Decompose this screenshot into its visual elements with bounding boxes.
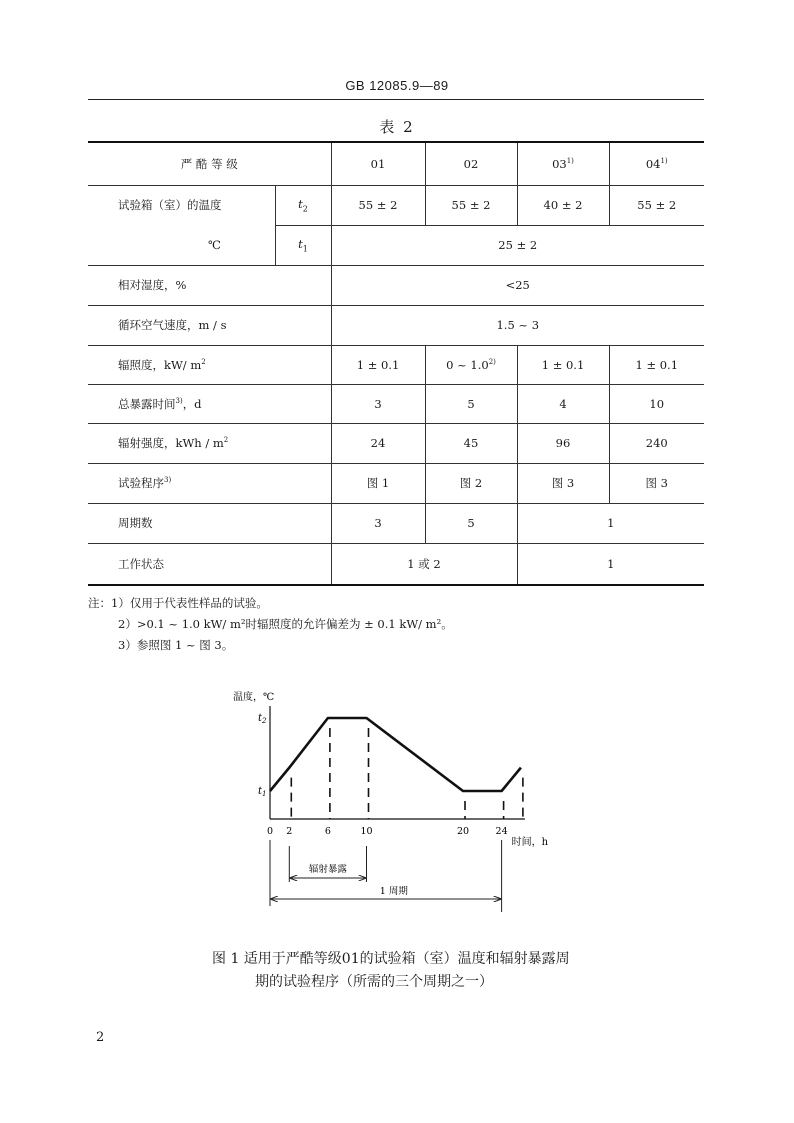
radiant-value: 45	[425, 423, 517, 463]
y-tick-t1: $t_1$	[258, 786, 267, 798]
level-cell: 03$^{1)}$	[517, 142, 609, 185]
exposure-value: 3	[331, 384, 425, 423]
humidity-value: <25	[331, 265, 704, 305]
x-tick-label: 0	[266, 826, 274, 837]
level-cell: 04$^{1)}$	[609, 142, 704, 185]
irradiance-value: 1 ± 0.1	[517, 345, 609, 384]
state-label: 工作状态	[88, 543, 331, 585]
t2-value: 55 ± 2	[609, 185, 704, 225]
cycles-value: 3	[331, 503, 425, 543]
irradiance-value: 0 ~ 1.0$^{2)}$	[425, 345, 517, 384]
x-tick-label: 20	[456, 826, 470, 837]
dashed-guides	[291, 728, 523, 819]
cycles-value: 5	[425, 503, 517, 543]
page-number: 2	[96, 1030, 105, 1045]
radiant-label: 辐射强度，kWh / $m^2$	[88, 423, 331, 463]
t2-value: 40 ± 2	[517, 185, 609, 225]
y-axis-label: 温度，℃	[233, 692, 275, 703]
humidity-label: 相对湿度，%	[88, 265, 331, 305]
temperature-unit: ℃	[88, 225, 275, 265]
caption-line-2: 期的试验程序（所需的三个周期之一）	[255, 974, 493, 990]
x-tick-label: 24	[495, 826, 508, 837]
note-2: 2）>0.1 ~ 1.0 kW/ m²时辐照度的允许偏差为 ± 0.1 kW/ m²。	[118, 617, 453, 631]
airspeed-label: 循环空气速度，m / s	[88, 305, 331, 345]
exposure-value: 5	[425, 384, 517, 423]
airspeed-value: 1.5 ~ 3	[331, 305, 704, 345]
table-title: 表 2	[379, 118, 415, 136]
irradiance-label: 辐照度，kW/ $m^2$	[88, 345, 331, 384]
level-cell: 01	[331, 142, 425, 185]
standard-code: GB 12085.9—89	[345, 78, 449, 93]
procedure-value: 图 2	[425, 463, 517, 503]
t2-value: 55 ± 2	[331, 185, 425, 225]
cycles-value: 1	[517, 503, 704, 543]
x-tick-label: 10	[360, 826, 373, 837]
irradiance-value: 1 ± 0.1	[331, 345, 425, 384]
radiant-value: 24	[331, 423, 425, 463]
exposure-value: 4	[517, 384, 609, 423]
procedure-value: 图 3	[609, 463, 704, 503]
radiant-value: 240	[609, 423, 704, 463]
x-axis-label: 时间，h	[511, 837, 549, 848]
level-cell: 02	[425, 142, 517, 185]
caption-line-1: 图 1 适用于严酷等级01的试验箱（室）温度和辐射暴露周	[212, 951, 570, 967]
cycles-label: 周期数	[88, 503, 331, 543]
cycle-label: 1 周期	[379, 886, 408, 897]
x-tick-label: 2	[286, 826, 293, 837]
exposure-value: 10	[609, 384, 704, 423]
procedure-label: 试验程序$^{3)}$	[88, 463, 331, 503]
x-tick-label: 6	[324, 826, 331, 837]
irradiance-value: 1 ± 0.1	[609, 345, 704, 384]
note-1: 注：1）仅用于代表性样品的试验。	[88, 596, 268, 610]
procedure-value: 图 3	[517, 463, 609, 503]
exposure-label: 总暴露时间$^{3)}$，d	[88, 384, 331, 423]
t1-symbol: $t_1$	[275, 225, 331, 265]
x-tick-labels	[267, 826, 508, 837]
figure-caption	[212, 948, 570, 994]
note-3: 3）参照图 1 ~ 图 3。	[118, 638, 234, 652]
y-tick-t2: $t_2$	[258, 713, 267, 725]
temperature-series-line	[270, 718, 521, 791]
t2-value: 55 ± 2	[425, 185, 517, 225]
procedure-value: 图 1	[331, 463, 425, 503]
severity-label: 严 酷 等 级	[88, 142, 331, 185]
irradiation-label: 辐射暴露	[308, 864, 347, 875]
radiant-value: 96	[517, 423, 609, 463]
temperature-label: 试验箱（室）的温度	[88, 185, 275, 225]
state-value: 1 或 2	[331, 543, 517, 585]
t1-value: 25 ± 2	[331, 225, 704, 265]
t2-symbol: $t_2$	[275, 185, 331, 225]
state-value: 1	[517, 543, 704, 585]
